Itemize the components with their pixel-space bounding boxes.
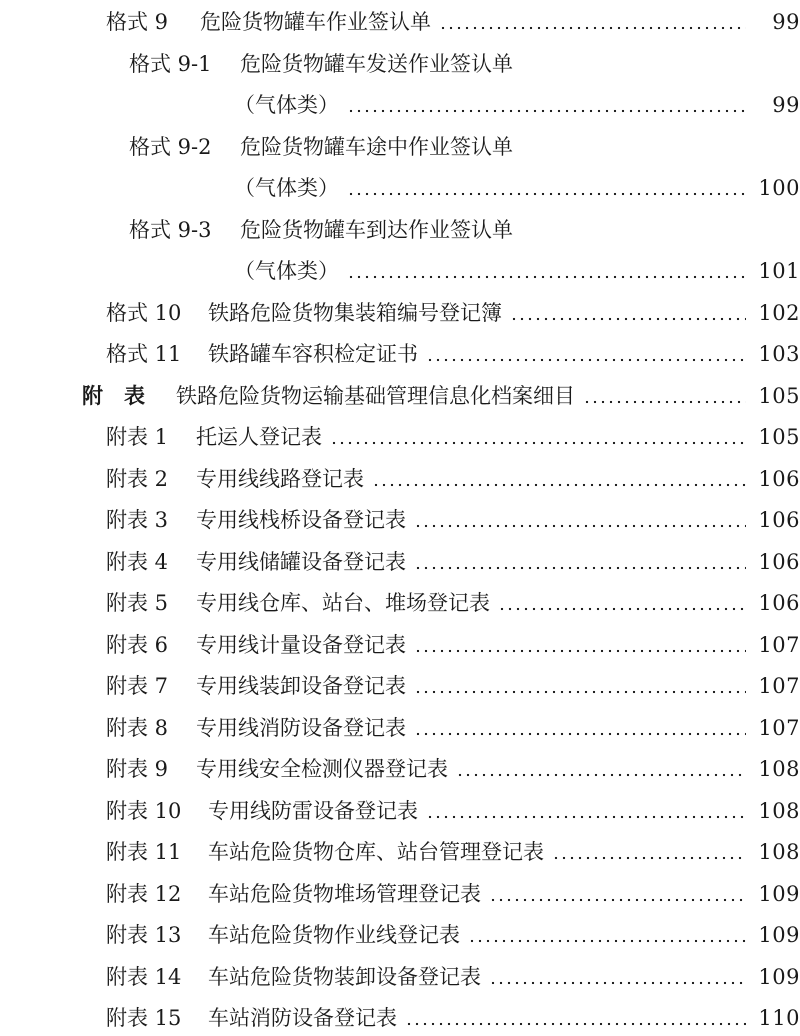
entry-page-number: 108 (758, 799, 800, 823)
entry-title: 危险货物罐车途中作业签认单 (240, 135, 513, 159)
toc-entry[interactable] (0, 171, 800, 205)
dot-leader (456, 752, 746, 786)
dot-leader (498, 586, 746, 620)
entry-title: 车站危险货物作业线登记表 (208, 923, 460, 947)
dot-leader (439, 5, 746, 39)
entry-label: 附表 10 (106, 799, 182, 823)
dot-leader (330, 420, 746, 454)
toc-section-heading[interactable] (0, 379, 800, 413)
entry-page-number: 108 (758, 840, 800, 864)
entry-label: 附表 11 (106, 840, 182, 864)
toc-entry[interactable] (0, 254, 800, 288)
entry-label: 附表 7 (106, 674, 169, 698)
entry-title: 专用线栈桥设备登记表 (196, 508, 406, 532)
entry-label: 格式 9 (106, 10, 169, 34)
entry-page-number: 110 (758, 1006, 800, 1030)
dot-leader (414, 545, 746, 579)
toc-entry[interactable] (0, 88, 800, 122)
entry-page-number: 101 (758, 259, 800, 283)
entry-title: 铁路危险货物集装箱编号登记簿 (208, 301, 502, 325)
dot-leader (347, 254, 746, 288)
entry-page-number: 109 (758, 882, 800, 906)
entry-page-number: 103 (758, 342, 800, 366)
entry-label: 附表 8 (106, 716, 169, 740)
toc-entry[interactable] (0, 462, 800, 496)
entry-label: 格式 9-2 (129, 135, 212, 159)
entry-page-number: 109 (758, 965, 800, 989)
entry-page-number: 106 (758, 508, 800, 532)
dot-leader (468, 918, 746, 952)
entry-page-number: 106 (758, 550, 800, 574)
entry-page-number: 107 (758, 633, 800, 657)
toc-entry[interactable] (0, 213, 800, 247)
section-title: 铁路危险货物运输基础管理信息化档案细目 (176, 384, 575, 408)
entry-label: 附表 13 (106, 923, 182, 947)
entry-page-number: 106 (758, 467, 800, 491)
dot-leader (414, 669, 746, 703)
entry-title: 车站危险货物仓库、站台管理登记表 (208, 840, 544, 864)
entry-label: 附表 6 (106, 633, 169, 657)
toc-entry[interactable] (0, 5, 800, 39)
entry-page-number: 105 (758, 425, 800, 449)
toc-entry[interactable] (0, 130, 800, 164)
dot-leader (347, 171, 746, 205)
toc-entry[interactable] (0, 586, 800, 620)
dot-leader (583, 379, 746, 413)
entry-page-number: 102 (758, 301, 800, 325)
entry-title: 专用线仓库、站台、堆场登记表 (196, 591, 490, 615)
toc-entry[interactable] (0, 296, 800, 330)
entry-title: 危险货物罐车到达作业签认单 (240, 218, 513, 242)
entry-title: 危险货物罐车发送作业签认单 (240, 52, 513, 76)
toc-entry[interactable] (0, 1001, 800, 1035)
entry-title: 专用线线路登记表 (196, 467, 364, 491)
dot-leader (414, 711, 746, 745)
dot-leader (414, 628, 746, 662)
entry-title: （气体类） (234, 176, 339, 200)
toc-entry[interactable] (0, 545, 800, 579)
toc-entry[interactable] (0, 503, 800, 537)
toc-entry[interactable] (0, 918, 800, 952)
entry-page-number: 109 (758, 923, 800, 947)
entry-label: 附表 4 (106, 550, 169, 574)
entry-label: 附表 3 (106, 508, 169, 532)
entry-label: 附表 2 (106, 467, 169, 491)
toc-entry[interactable] (0, 752, 800, 786)
dot-leader (552, 835, 746, 869)
toc-entry[interactable] (0, 337, 800, 371)
entry-title: 车站危险货物装卸设备登记表 (208, 965, 481, 989)
entry-page-number: 106 (758, 591, 800, 615)
dot-leader (489, 960, 746, 994)
toc-entry[interactable] (0, 47, 800, 81)
entry-page-number: 105 (758, 384, 800, 408)
toc-entry[interactable] (0, 669, 800, 703)
toc-entry[interactable] (0, 794, 800, 828)
entry-title: （气体类） (234, 93, 339, 117)
dot-leader (510, 296, 746, 330)
entry-title: 托运人登记表 (196, 425, 322, 449)
entry-title: 车站消防设备登记表 (208, 1006, 397, 1030)
entry-title: 危险货物罐车作业签认单 (200, 10, 431, 34)
entry-title: 铁路罐车容积检定证书 (208, 342, 418, 366)
entry-page-number: 99 (772, 10, 800, 34)
entry-label: 格式 9-1 (129, 52, 212, 76)
entry-label: 格式 9-3 (129, 218, 212, 242)
entry-label: 附表 14 (106, 965, 182, 989)
toc-entry[interactable] (0, 711, 800, 745)
entry-title: 专用线储罐设备登记表 (196, 550, 406, 574)
entry-title: 车站危险货物堆场管理登记表 (208, 882, 481, 906)
entry-label: 附表 9 (106, 757, 169, 781)
dot-leader (347, 88, 746, 122)
entry-label: 附表 5 (106, 591, 169, 615)
dot-leader (372, 462, 746, 496)
section-label: 附 表 (82, 383, 145, 408)
toc-entry[interactable] (0, 877, 800, 911)
entry-title: （气体类） (234, 259, 339, 283)
toc-entry[interactable] (0, 628, 800, 662)
entry-page-number: 100 (758, 176, 800, 200)
entry-title: 专用线消防设备登记表 (196, 716, 406, 740)
dot-leader (426, 794, 746, 828)
entry-page-number: 107 (758, 674, 800, 698)
entry-page-number: 99 (772, 93, 800, 117)
entry-title: 专用线防雷设备登记表 (208, 799, 418, 823)
dot-leader (426, 337, 746, 371)
toc-entry[interactable] (0, 960, 800, 994)
toc-entry[interactable] (0, 420, 800, 454)
entry-page-number: 108 (758, 757, 800, 781)
entry-label: 格式 11 (106, 342, 182, 366)
entry-label: 附表 15 (106, 1006, 182, 1030)
entry-label: 格式 10 (106, 301, 182, 325)
dot-leader (405, 1001, 746, 1035)
dot-leader (489, 877, 746, 911)
entry-label: 附表 12 (106, 882, 182, 906)
toc-entry[interactable] (0, 835, 800, 869)
entry-label: 附表 1 (106, 425, 169, 449)
entry-title: 专用线安全检测仪器登记表 (196, 757, 448, 781)
entry-page-number: 107 (758, 716, 800, 740)
dot-leader (414, 503, 746, 537)
entry-title: 专用线计量设备登记表 (196, 633, 406, 657)
entry-title: 专用线装卸设备登记表 (196, 674, 406, 698)
